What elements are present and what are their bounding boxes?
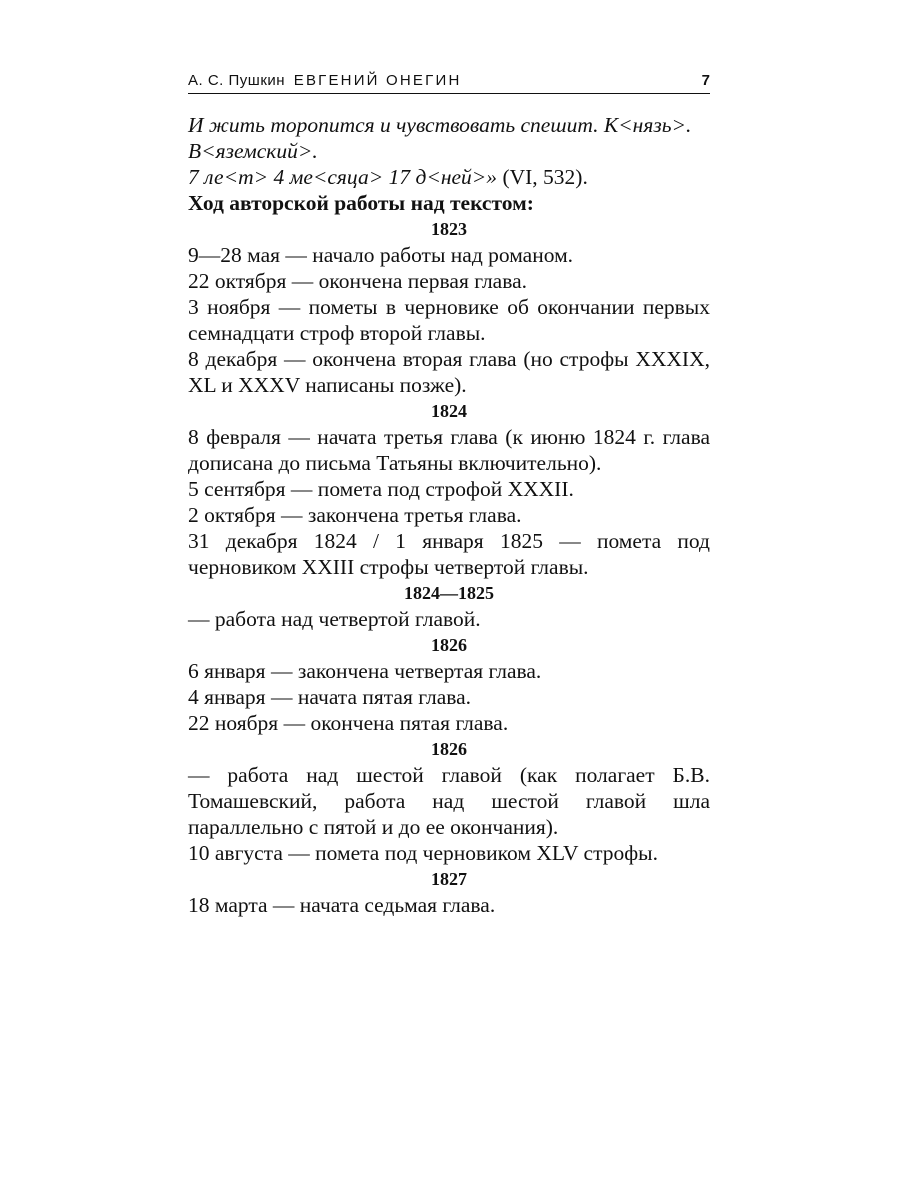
chronology-section bbox=[188, 580, 710, 632]
header-left bbox=[188, 72, 461, 89]
chronology-entry: — работа над шестой главой (как полагает Б.В. Томашевский, работа над шестой главой шла параллельно с пятой и до ее окончания). bbox=[188, 763, 710, 839]
chronology-entry: 10 августа — помета под черновиком XLV строфы. bbox=[188, 841, 658, 865]
year-heading: 1823 bbox=[431, 219, 467, 239]
chronology-entry: — работа над четвертой главой. bbox=[188, 607, 481, 631]
chronology-entry: 22 ноября — окончена пятая глава. bbox=[188, 711, 509, 735]
chronology-entry: 5 сентября — помета под строфой XXXII. bbox=[188, 477, 574, 501]
year-heading: 1826 bbox=[431, 635, 467, 655]
chronology-entry: 8 февраля — начата третья глава (к июню 1824 г. глава дописана до письма Татьяны включительно). bbox=[188, 425, 710, 475]
chronology-entry: 8 декабря — окончена вторая глава (но строфы XXXIX, XL и XXXV написаны позже). bbox=[188, 347, 710, 397]
chronology-section bbox=[188, 216, 710, 398]
chronology-entry: 4 января — начата пятая глава. bbox=[188, 685, 472, 709]
chronology-section bbox=[188, 736, 710, 866]
chronology-entry: 6 января — закончена четвертая глава. bbox=[188, 659, 542, 683]
quote-line: И жить торопится и чувствовать спешит. К<нязь>. bbox=[188, 113, 692, 137]
chronology-entry: 3 ноября — пометы в черновике об окончании первых семнадцати строф второй главы. bbox=[188, 295, 710, 345]
year-heading: 1824 bbox=[431, 401, 467, 421]
quote-reference: (VI, 532). bbox=[497, 165, 588, 189]
page-number: 7 bbox=[701, 72, 710, 89]
year-heading: 1824—1825 bbox=[404, 583, 494, 603]
header-author: А. С. Пушкин bbox=[188, 72, 286, 89]
section-subheading: Ход авторской работы над текстом: bbox=[188, 191, 534, 215]
year-heading: 1827 bbox=[431, 869, 467, 889]
page-body bbox=[188, 112, 710, 918]
quote-line bbox=[188, 164, 710, 190]
quote-date: 7 ле<т> 4 ме<сяца> 17 д<ней>» bbox=[188, 165, 498, 189]
chronology-entry: 18 марта — начата седьмая глава. bbox=[188, 893, 496, 917]
chronology-entry: 22 октября — окончена первая глава. bbox=[188, 269, 528, 293]
chronology-section bbox=[188, 398, 710, 580]
chronology-entry: 2 октября — закончена третья глава. bbox=[188, 503, 522, 527]
chronology-section bbox=[188, 866, 710, 918]
chronology-entry: 31 декабря 1824 / 1 января 1825 — помета под черновиком XXIII строфы четвертой главы. bbox=[188, 529, 710, 579]
year-heading: 1826 bbox=[431, 739, 467, 759]
chronology-section bbox=[188, 632, 710, 736]
header-title: ЕВГЕНИЙ ОНЕГИН bbox=[293, 72, 462, 89]
running-header bbox=[188, 72, 710, 94]
chronology-entry: 9—28 мая — начало работы над романом. bbox=[188, 243, 574, 267]
quote-line: В<яземский>. bbox=[188, 139, 318, 163]
